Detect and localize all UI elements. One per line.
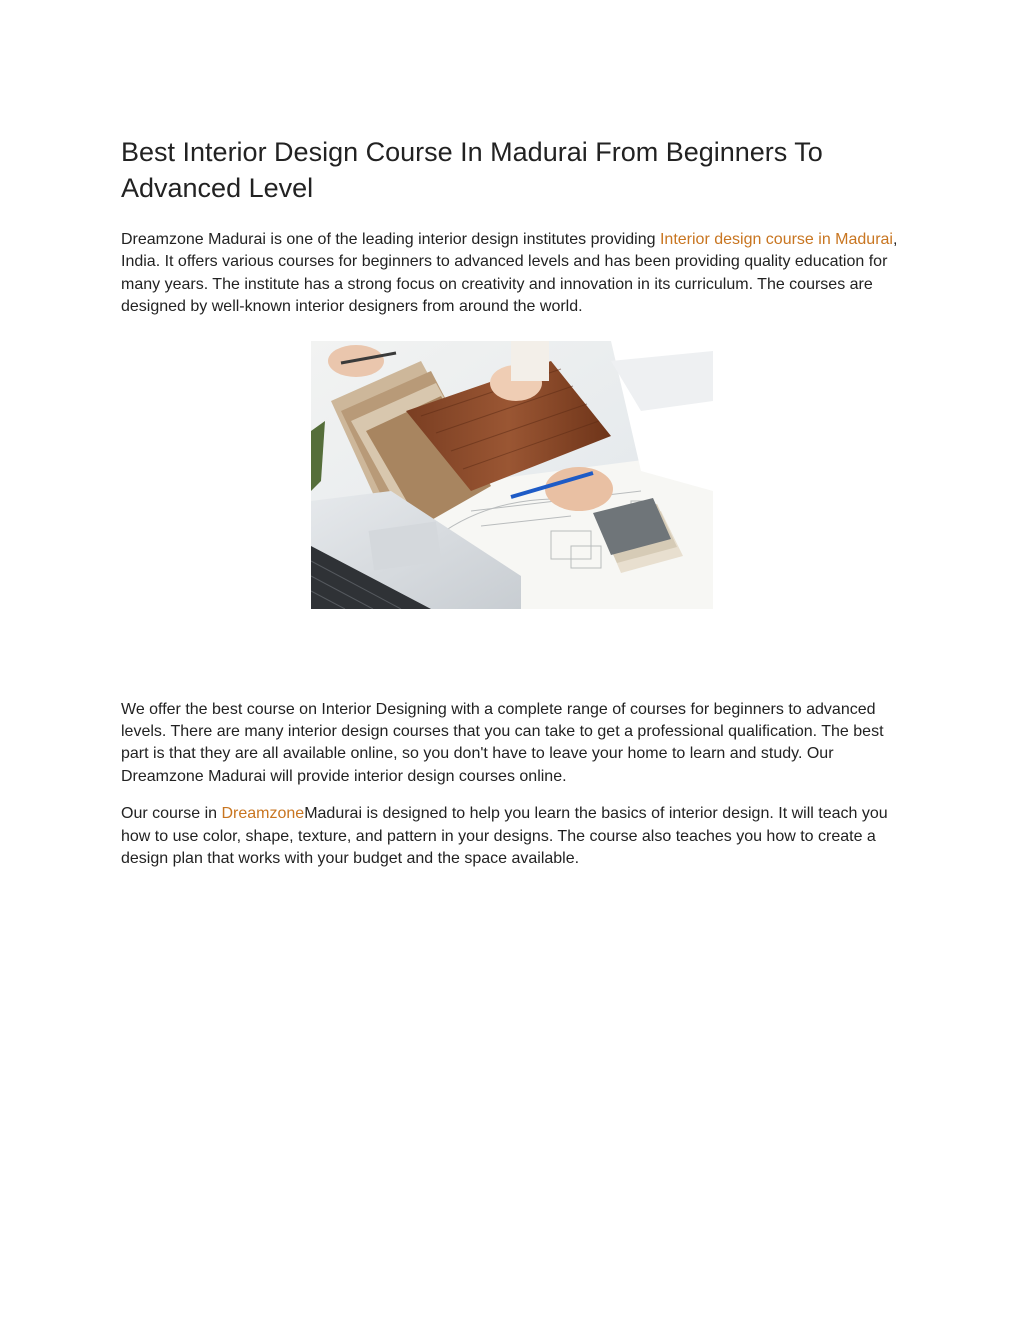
intro-paragraph [121,229,901,319]
figure-container [121,341,901,611]
offer-paragraph: We offer the best course on Interior Designing with a complete range of courses for beginners to advanced levels. There are many interior design courses that you can take to get a professional qualification. The best part is that they are all available online, so you don't have to leave your home to learn and study. Our Dreamzone Madurai will provide interior design courses online. [121,700,884,785]
course-text-start: Our course in [121,805,222,823]
interior-design-course-link[interactable]: Interior design course in Madurai [659,231,893,248]
intro-text-start: Dreamzone Madurai is one of the leading interior design institutes providing [121,231,660,248]
interior-design-photo-icon [311,341,713,609]
course-text-end: Madurai is designed to help you learn the basics of interior design. It will teach you how to use color, shape, texture, and pattern in your designs. The course also teaches you how to create a design plan that works with your budget and the space available. [121,805,888,868]
dreamzone-link[interactable]: Dreamzone [221,805,305,823]
article [121,134,901,870]
course-paragraph [121,803,901,870]
article-title: Best Interior Design Course In Madurai From Beginners To Advanced Level [121,137,823,203]
intro-text-end: , India. It offers various courses for beginners to advanced levels and has been providing quality education for many years. The institute has a strong focus on creativity and innovation in its curriculum. The courses are designed by well-known interior designers from around the world. [121,231,898,316]
